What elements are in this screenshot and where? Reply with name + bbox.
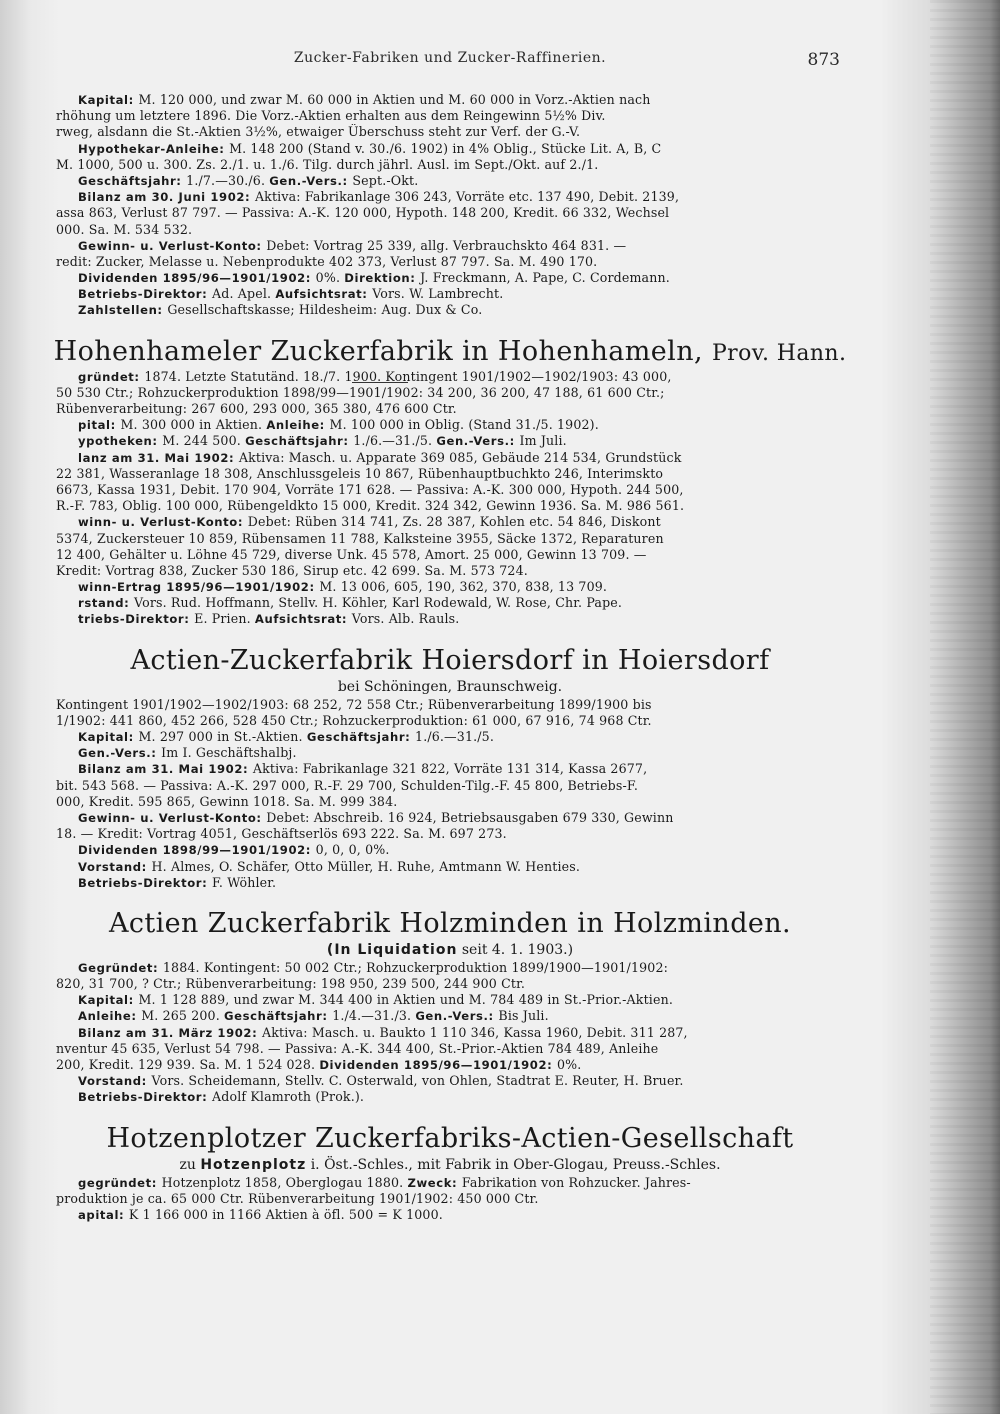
text-line xyxy=(52,1008,848,1024)
field-text: M. 148 200 (Stand v. 30./6. 1902) in 4% Oblig., Stücke Lit. A, B, C xyxy=(229,140,662,156)
entry-hoiersdorf xyxy=(52,697,848,899)
text-line xyxy=(52,369,848,385)
field-text: nventur 45 635, Verlust 54 798. — Passiva: A.-K. 344 400, St.-Prior.-Aktien 784 489, Anleihe xyxy=(56,1040,659,1056)
field-text: 1./6.—31./5. xyxy=(353,433,437,449)
field-text: Debet: Abschreib. 16 924, Betriebsausgaben 679 330, Gewinn xyxy=(266,809,674,825)
field-text: M. 13 006, 605, 190, 362, 370, 838, 13 709. xyxy=(319,579,608,595)
field-label: apital: xyxy=(78,1207,129,1222)
subtitle-prefix: zu xyxy=(179,1156,201,1173)
text-line xyxy=(52,108,848,124)
field-label: Kapital: xyxy=(78,993,139,1008)
spacer xyxy=(52,891,848,899)
subtitle-place: Hotzenplotz xyxy=(200,1156,307,1173)
text-line xyxy=(52,302,848,318)
text-line xyxy=(52,254,848,270)
company-title-province: Prov. Hann. xyxy=(711,340,847,366)
field-text: produktion je ca. 65 000 Ctr. Rübenverarbeitung 1901/1902: 450 000 Ctr. xyxy=(56,1190,539,1206)
text-line xyxy=(52,563,848,579)
header-title: Zucker-Fabriken und Zucker-Raffinerien. xyxy=(293,50,607,66)
field-text: H. Almes, O. Schäfer, Otto Müller, H. Ruhe, Amtmann W. Henties. xyxy=(151,858,581,874)
field-text: 22 381, Wasseranlage 18 308, Anschlussgeleis 10 867, Rübenhauptbuchkto 246, Interimskto xyxy=(56,465,664,481)
field-text: Sept.-Okt. xyxy=(352,172,419,188)
text-line xyxy=(52,173,848,189)
text-line xyxy=(52,222,848,238)
field-text: bit. 543 568. — Passiva: A.-K. 297 000, R.-F. 29 700, Schulden-Tilg.-F. 45 800, Betriebs-F. xyxy=(56,777,638,793)
field-text: M. 1 128 889, und zwar M. 344 400 in Aktien und M. 784 489 in St.-Prior.-Aktien. xyxy=(138,992,673,1008)
field-label: Dividenden 1895/96—1901/1902: xyxy=(78,271,316,286)
section-previous-entry xyxy=(52,92,848,327)
field-label: Gen.-Vers.: xyxy=(78,746,162,761)
text-line xyxy=(52,1191,848,1207)
field-label: winn-Ertrag 1895/96—1901/1902: xyxy=(78,580,320,595)
field-text: Ad. Apel. xyxy=(212,286,276,302)
field-text: M. 300 000 in Aktien. xyxy=(120,417,267,433)
text-line xyxy=(52,976,848,992)
field-label: Aufsichtsrat: xyxy=(275,287,373,302)
field-text: 1874. Letzte Statutänd. 18./7. 1900. Kontingent 1901/1902—1902/1903: 43 000, xyxy=(144,368,672,384)
text-line xyxy=(52,745,848,761)
field-text: Im Juli. xyxy=(519,433,567,449)
field-label: Zahlstellen: xyxy=(78,303,168,318)
field-label: Gewinn- u. Verlust-Konto: xyxy=(78,810,267,825)
running-header xyxy=(60,50,840,74)
text-line xyxy=(52,514,848,530)
company-subtitle-holzminden xyxy=(52,941,848,960)
text-line xyxy=(52,859,848,875)
field-label: rstand: xyxy=(78,596,135,611)
text-line xyxy=(52,992,848,1008)
field-label: winn- u. Verlust-Konto: xyxy=(78,515,248,530)
subtitle-suffix: i. Öst.-Schles., mit Fabrik in Ober-Glogau, Preuss.-Schles. xyxy=(306,1156,721,1173)
field-text: 1./6.—31./5. xyxy=(415,729,494,744)
field-label: Gen.-Vers.: xyxy=(415,1009,499,1024)
entry-holzminden xyxy=(52,960,848,1114)
text-line xyxy=(52,92,848,108)
field-label: Geschäftsjahr: xyxy=(306,730,416,744)
field-text: 0, 0, 0, 0%. xyxy=(315,842,390,858)
field-text: K 1 166 000 in 1166 Aktien à öfl. 500 = K 1000. xyxy=(128,1206,443,1222)
text-line xyxy=(52,385,848,401)
text-line xyxy=(52,205,848,221)
field-text: Aktiva: Masch. u. Apparate 369 085, Gebäude 214 534, Grundstück xyxy=(238,449,682,465)
field-label: Dividenden 1898/99—1901/1902: xyxy=(78,843,316,858)
text-line xyxy=(52,729,848,745)
liquidation-date: seit 4. 1. 1903.) xyxy=(457,941,574,958)
field-label: Anleihe: xyxy=(78,1009,142,1024)
field-text: 0%. xyxy=(315,270,345,286)
field-text: 12 400, Gehälter u. Löhne 45 729, diverse Unk. 45 578, Amort. 25 000, Gewinn 13 709. — xyxy=(56,546,647,562)
field-label: Gen.-Vers.: xyxy=(269,173,353,188)
text-line xyxy=(52,286,848,302)
text-line xyxy=(52,761,848,777)
text-line xyxy=(52,875,848,891)
field-label: Gegründet: xyxy=(78,960,163,975)
field-label: Betriebs-Direktor: xyxy=(78,287,212,302)
field-text: Debet: Vortrag 25 339, allg. Verbrauchskto 464 831. — xyxy=(266,237,627,253)
field-label: Geschäftsjahr: xyxy=(245,434,354,449)
company-title-text: Hohenhameler Zuckerfabrik in Hohenhameln, xyxy=(53,335,703,367)
text-line xyxy=(52,611,848,627)
field-label: Betriebs-Direktor: xyxy=(78,1090,212,1105)
spacer xyxy=(52,319,848,327)
field-text: J. Freckmann, A. Pape, C. Cordemann. xyxy=(420,270,670,286)
field-text: M. 120 000, und zwar M. 60 000 in Aktien und M. 60 000 in Vorz.-Aktien nach xyxy=(138,92,651,107)
field-label: Bilanz am 31. Mai 1902: xyxy=(78,762,253,777)
field-label: ypotheken: xyxy=(78,434,163,449)
field-text: Aktiva: Fabrikanlage 321 822, Vorräte 131 314, Kassa 2677, xyxy=(252,761,648,777)
field-text: Aktiva: Masch. u. Baukto 1 110 346, Kassa 1960, Debit. 311 287, xyxy=(261,1024,688,1040)
text-line xyxy=(52,1057,848,1073)
text-line xyxy=(52,1175,848,1191)
field-label: gegründet: xyxy=(78,1175,162,1190)
field-text: Rübenverarbeitung: 267 600, 293 000, 365 380, 476 600 Ctr. xyxy=(56,401,457,416)
field-text: M. 1000, 500 u. 300. Zs. 2./1. u. 1./6. Tilg. durch jährl. Ausl. im Sept./Okt. auf 2./1. xyxy=(56,156,599,172)
text-line xyxy=(52,778,848,794)
field-text: Aktiva: Fabrikanlage 306 243, Vorräte etc. 137 490, Debit. 2139, xyxy=(254,189,680,205)
liquidation-label: (In Liquidation xyxy=(326,941,458,958)
field-text: Kredit: Vortrag 838, Zucker 530 186, Sirup etc. 42 699. Sa. M. 573 724. xyxy=(56,562,528,578)
field-text: 000, Kredit. 595 865, Gewinn 1018. Sa. M. 999 384. xyxy=(56,793,398,809)
text-line xyxy=(52,498,848,514)
field-text: M. 297 000 in St.-Aktien. xyxy=(138,729,307,744)
field-text: 1884. Kontingent: 50 002 Ctr.; Rohzuckerproduktion 1899/1900—1901/1902: xyxy=(162,959,668,975)
field-text: 000. Sa. M. 534 532. xyxy=(56,221,193,237)
text-line xyxy=(52,1041,848,1057)
field-label: Bilanz am 31. März 1902: xyxy=(78,1025,262,1040)
text-line xyxy=(52,531,848,547)
field-text: Hotzenplotz 1858, Oberglogau 1880. xyxy=(161,1174,408,1190)
page-number: 873 xyxy=(807,50,840,70)
field-label: pital: xyxy=(78,418,121,433)
text-line xyxy=(52,579,848,595)
text-line xyxy=(52,1089,848,1105)
field-text: 6673, Kassa 1931, Debit. 170 904, Vorräte 171 628. — Passiva: A.-K. 300 000, Hypoth. 244 500, xyxy=(56,481,684,497)
spacer xyxy=(52,1106,848,1114)
entry-hotzenplotz xyxy=(52,1175,848,1232)
field-text: M. 244 500. xyxy=(162,433,246,449)
text-line xyxy=(52,713,848,729)
field-label: Geschäftsjahr: xyxy=(78,173,187,188)
field-text: M. 100 000 in Oblig. (Stand 31./5. 1902). xyxy=(329,417,599,433)
field-text: E. Prien. xyxy=(194,611,255,627)
field-text: 50 530 Ctr.; Rohzuckerproduktion 1898/99—1901/1902: 34 200, 36 200, 47 188, 61 600 Ctr.; xyxy=(56,384,665,400)
field-text: 1/1902: 441 860, 452 266, 528 450 Ctr.; Rohzuckerproduktion: 61 000, 67 916, 74 968 Ctr. xyxy=(56,712,652,728)
field-label: Direktion: xyxy=(344,271,421,286)
field-text: Vors. Alb. Rauls. xyxy=(351,611,460,627)
spacer xyxy=(52,628,848,636)
text-line xyxy=(52,595,848,611)
company-subtitle-hoiersdorf: bei Schöningen, Braunschweig. xyxy=(337,678,563,695)
field-label: Aufsichtsrat: xyxy=(254,612,352,627)
text-line xyxy=(52,482,848,498)
field-label: Gewinn- u. Verlust-Konto: xyxy=(78,238,267,253)
field-label: Kapital: xyxy=(78,730,139,744)
field-text: 5374, Zuckersteuer 10 859, Rübensamen 11 788, Kalksteine 3955, Säcke 1372, Reparaturen xyxy=(56,530,664,546)
field-label: Dividenden 1895/96—1901/1902: xyxy=(319,1058,557,1072)
field-label: Anleihe: xyxy=(266,418,330,433)
text-line xyxy=(52,810,848,826)
field-text: rweg, alsdann die St.-Aktien 3½%, etwaiger Überschuss steht zur Verf. der G.-V. xyxy=(56,124,581,140)
field-text: 200, Kredit. 129 939. Sa. M. 1 524 028. xyxy=(56,1057,320,1072)
text-line xyxy=(52,960,848,976)
field-text: Bis Juli. xyxy=(498,1008,549,1024)
text-line xyxy=(52,1025,848,1041)
field-label: Hypothekar-Anleihe: xyxy=(78,141,230,156)
field-text: 1./4.—31./3. xyxy=(332,1008,416,1024)
field-label: Kapital: xyxy=(78,93,139,107)
text-column xyxy=(52,92,848,1231)
company-title-hohenhameln xyxy=(52,335,848,369)
field-text: rhöhung um letztere 1896. Die Vorz.-Aktien erhalten aus dem Reingewinn 5½% Div. xyxy=(56,108,606,124)
text-line xyxy=(52,141,848,157)
text-line xyxy=(52,1207,848,1223)
field-text: 1./7.—30./6. xyxy=(186,172,270,188)
field-text: Adolf Klamroth (Prok.). xyxy=(212,1089,365,1105)
company-title-hotzenplotz: Hotzenplotzer Zuckerfabriks-Actien-Gesellschaft xyxy=(106,1122,794,1154)
text-line xyxy=(52,466,848,482)
field-text: Fabrikation von Rohzucker. Jahres- xyxy=(461,1174,691,1190)
field-text: M. 265 200. xyxy=(141,1008,225,1024)
text-line xyxy=(52,238,848,254)
field-text: redit: Zucker, Melasse u. Nebenprodukte 402 373, Verlust 87 797. Sa. M. 490 170. xyxy=(56,253,598,269)
field-label: Geschäftsjahr: xyxy=(224,1009,333,1024)
text-line xyxy=(52,826,848,842)
field-text: Vors. W. Lambrecht. xyxy=(372,286,504,302)
text-line xyxy=(52,401,848,417)
company-title-hoiersdorf: Actien-Zuckerfabrik Hoiersdorf in Hoiersdorf xyxy=(130,644,770,676)
field-text: 820, 31 700, ? Ctr.; Rübenverarbeitung: 198 950, 239 500, 244 900 Ctr. xyxy=(56,976,526,992)
field-text: F. Wöhler. xyxy=(212,874,277,890)
company-subtitle-hotzenplotz xyxy=(52,1156,848,1175)
field-label: lanz am 31. Mai 1902: xyxy=(78,450,239,465)
field-label: Betriebs-Direktor: xyxy=(78,875,212,890)
text-line xyxy=(52,450,848,466)
field-text: Im I. Geschäftshalbj. xyxy=(161,745,297,761)
text-line xyxy=(52,270,848,286)
text-line xyxy=(52,157,848,173)
text-line xyxy=(52,697,848,713)
text-line xyxy=(52,1073,848,1089)
text-line xyxy=(52,189,848,205)
entry-hohenhameln xyxy=(52,369,848,636)
text-line xyxy=(52,417,848,433)
binding-shadow xyxy=(930,0,1000,1414)
field-label: Gen.-Vers.: xyxy=(436,434,520,449)
field-label: gründet: xyxy=(78,369,145,384)
text-line xyxy=(52,124,848,140)
field-label: triebs-Direktor: xyxy=(78,612,195,627)
field-label: Zweck: xyxy=(407,1175,462,1190)
text-line xyxy=(52,842,848,858)
text-line xyxy=(52,794,848,810)
field-text: R.-F. 783, Oblig. 100 000, Rübengeldkto 15 000, Kredit. 324 342, Gewinn 1936. Sa. M. 986 561. xyxy=(56,498,685,514)
company-title-holzminden: Actien Zuckerfabrik Holzminden in Holzminden. xyxy=(108,907,792,939)
text-line xyxy=(52,433,848,449)
field-text: Kontingent 1901/1902—1902/1903: 68 252, 72 558 Ctr.; Rübenverarbeitung 1899/1900 bis xyxy=(56,696,652,712)
field-label: Vorstand: xyxy=(78,859,152,874)
field-text: Debet: Rüben 314 741, Zs. 28 387, Kohlen etc. 54 846, Diskont xyxy=(247,514,661,530)
field-text: 18. — Kredit: Vortrag 4051, Geschäftserlös 693 222. Sa. M. 697 273. xyxy=(56,826,507,842)
field-label: Bilanz am 30. Juni 1902: xyxy=(78,190,255,205)
field-text: Vors. Rud. Hoffmann, Stellv. H. Köhler, Karl Rodewald, W. Rose, Chr. Pape. xyxy=(134,595,623,611)
field-text: Vors. Scheidemann, Stellv. C. Osterwald, von Ohlen, Stadtrat E. Reuter, H. Bruer. xyxy=(151,1073,684,1089)
field-label: Vorstand: xyxy=(78,1074,152,1089)
spacer xyxy=(52,1223,848,1231)
field-text: 0%. xyxy=(556,1057,582,1072)
section-divider xyxy=(352,382,408,383)
field-text: Gesellschaftskasse; Hildesheim: Aug. Dux & Co. xyxy=(167,302,483,318)
field-text: assa 863, Verlust 87 797. — Passiva: A.-K. 120 000, Hypoth. 148 200, Kredit. 66 332, Wechsel xyxy=(56,205,670,221)
text-line xyxy=(52,547,848,563)
